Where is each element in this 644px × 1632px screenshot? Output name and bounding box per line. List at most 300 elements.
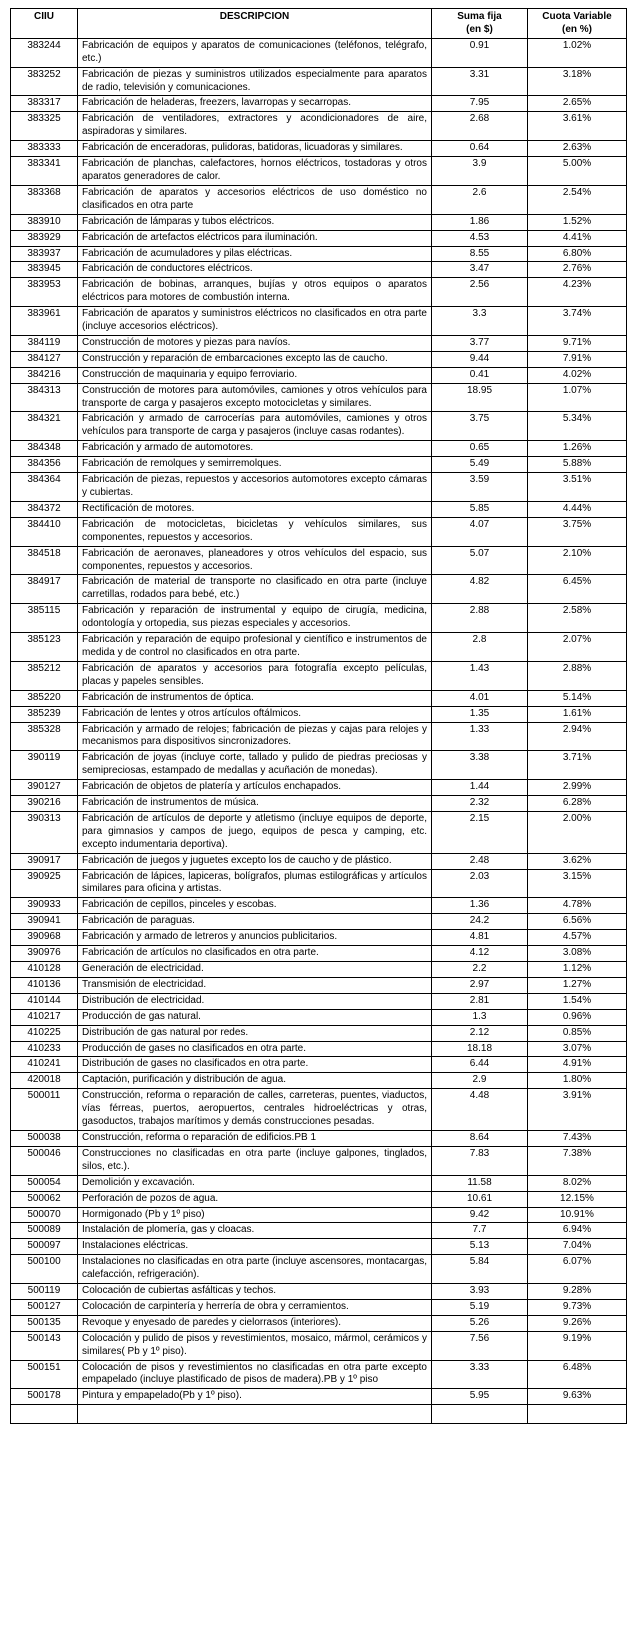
cuota-variable-cell: 2.76%: [528, 262, 627, 278]
suma-fija-cell: 2.8: [432, 633, 528, 662]
cuota-variable-cell: 0.96%: [528, 1009, 627, 1025]
table-row: [11, 706, 627, 722]
ciiu-cell: 500135: [11, 1315, 78, 1331]
cuota-variable-cell: 4.91%: [528, 1057, 627, 1073]
table-header: [11, 9, 627, 39]
cuota-variable-cell: 1.27%: [528, 977, 627, 993]
suma-fija-cell: 1.35: [432, 706, 528, 722]
ciiu-cell: 390119: [11, 751, 78, 780]
header-ciiu: CIIU: [11, 9, 78, 39]
suma-fija-cell: 3.75: [432, 412, 528, 441]
table-footer: [11, 1405, 627, 1424]
ciiu-cell: 410144: [11, 993, 78, 1009]
table-row: [11, 278, 627, 307]
description-cell: Generación de electricidad.: [78, 962, 432, 978]
suma-fija-cell: 4.01: [432, 690, 528, 706]
ciiu-cell: 383929: [11, 230, 78, 246]
table-row: [11, 869, 627, 898]
table-row: [11, 898, 627, 914]
table-row: [11, 246, 627, 262]
suma-fija-cell: 2.56: [432, 278, 528, 307]
suma-fija-cell: 3.3: [432, 307, 528, 336]
ciiu-cell: 390941: [11, 914, 78, 930]
description-cell: Fabricación de artículos no clasificados en otra parte.: [78, 946, 432, 962]
description-cell: Fabricación de motocicletas, bicicletas y vehículos similares, sus componentes, repuestos y accesorios.: [78, 517, 432, 546]
table-row: [11, 633, 627, 662]
table-row: [11, 262, 627, 278]
table-row: [11, 1331, 627, 1360]
suma-fija-cell: 3.38: [432, 751, 528, 780]
table-row: [11, 141, 627, 157]
cuota-variable-cell: 6.28%: [528, 796, 627, 812]
cuota-variable-cell: 4.78%: [528, 898, 627, 914]
ciiu-cell: 500046: [11, 1146, 78, 1175]
table-row: [11, 67, 627, 96]
description-cell: Fabricación de aeronaves, planeadores y otros vehículos del espacio, sus componentes, repuestos y accesorios.: [78, 546, 432, 575]
cuota-variable-cell: 6.94%: [528, 1223, 627, 1239]
description-cell: Fabricación de piezas, repuestos y accesorios automotores excepto cámaras y cubiertas.: [78, 473, 432, 502]
suma-fija-cell: 5.84: [432, 1255, 528, 1284]
description-cell: Fabricación de lámparas y tubos eléctricos.: [78, 214, 432, 230]
cuota-variable-cell: 2.07%: [528, 633, 627, 662]
suma-fija-cell: 2.88: [432, 604, 528, 633]
table-row: [11, 412, 627, 441]
header-cuota-variable-line2: (en %): [562, 23, 592, 35]
ciiu-cell: 410128: [11, 962, 78, 978]
suma-fija-cell: 7.83: [432, 1146, 528, 1175]
cuota-variable-cell: 3.91%: [528, 1089, 627, 1131]
header-cuota-variable: [528, 9, 627, 39]
description-cell: Fabricación de conductores eléctricos.: [78, 262, 432, 278]
table-row: [11, 1009, 627, 1025]
description-cell: Fabricación de objetos de platería y artículos enchapados.: [78, 780, 432, 796]
table-row: [11, 751, 627, 780]
cuota-variable-cell: 2.99%: [528, 780, 627, 796]
suma-fija-cell: 10.61: [432, 1191, 528, 1207]
description-cell: Fabricación y armado de relojes; fabricación de piezas y cajas para relojes y mecanismos para dispositivos sincronizadores.: [78, 722, 432, 751]
cuota-variable-cell: 9.19%: [528, 1331, 627, 1360]
ciiu-cell: 410225: [11, 1025, 78, 1041]
suma-fija-cell: 2.03: [432, 869, 528, 898]
cuota-variable-cell: 3.74%: [528, 307, 627, 336]
description-cell: Transmisión de electricidad.: [78, 977, 432, 993]
suma-fija-cell: 1.86: [432, 214, 528, 230]
suma-fija-cell: 4.12: [432, 946, 528, 962]
table-row: [11, 1299, 627, 1315]
suma-fija-cell: 2.48: [432, 853, 528, 869]
ciiu-cell: 410241: [11, 1057, 78, 1073]
table-row: [11, 946, 627, 962]
description-cell: Fabricación y armado de carrocerías para automóviles, camiones y otros vehículos para transporte de carga y pasajeros (incluye casas rodantes).: [78, 412, 432, 441]
cuota-variable-cell: 3.62%: [528, 853, 627, 869]
suma-fija-cell: 4.07: [432, 517, 528, 546]
suma-fija-cell: 4.53: [432, 230, 528, 246]
cuota-variable-cell: 0.85%: [528, 1025, 627, 1041]
cuota-variable-cell: 6.56%: [528, 914, 627, 930]
description-cell: Distribución de gas natural por redes.: [78, 1025, 432, 1041]
description-cell: Fabricación de planchas, calefactores, hornos eléctricos, tostadoras y otros aparatos generadores de calor.: [78, 157, 432, 186]
table-row: [11, 367, 627, 383]
ciiu-cell: 390933: [11, 898, 78, 914]
ciiu-cell: 500151: [11, 1360, 78, 1389]
description-cell: Fabricación de paraguas.: [78, 914, 432, 930]
suma-fija-cell: 1.43: [432, 661, 528, 690]
suma-fija-cell: 5.49: [432, 457, 528, 473]
cuota-variable-cell: 1.80%: [528, 1073, 627, 1089]
description-cell: Distribución de electricidad.: [78, 993, 432, 1009]
table-row: [11, 914, 627, 930]
description-cell: Fabricación y armado de letreros y anuncios publicitarios.: [78, 930, 432, 946]
cuota-variable-cell: 9.71%: [528, 335, 627, 351]
suma-fija-cell: 2.97: [432, 977, 528, 993]
ciiu-cell: 383333: [11, 141, 78, 157]
suma-fija-cell: 7.7: [432, 1223, 528, 1239]
cuota-variable-cell: 3.61%: [528, 112, 627, 141]
description-cell: Fabricación de instrumentos de música.: [78, 796, 432, 812]
description-cell: Fabricación y reparación de instrumental y equipo de cirugía, medicina, odontología y ortopedia, sus piezas especiales y accesorios.: [78, 604, 432, 633]
ciiu-cell: 384119: [11, 335, 78, 351]
table-row: [11, 661, 627, 690]
ciiu-cell: 410233: [11, 1041, 78, 1057]
cuota-variable-cell: 9.73%: [528, 1299, 627, 1315]
description-cell: Colocación de pisos y revestimientos no clasificadas en otra parte excepto empapelado (incluye plastificado de pisos de madera).PB y 1º piso: [78, 1360, 432, 1389]
ciiu-cell: 410136: [11, 977, 78, 993]
description-cell: Fabricación de artículos de deporte y atletismo (incluye equipos de deporte, para gimnasios y campos de juego, equipos de pesca y camping, etc. excepto indumentaria deportiva).: [78, 811, 432, 853]
ciiu-cell: 384410: [11, 517, 78, 546]
ciiu-cell: 383317: [11, 96, 78, 112]
description-cell: Construcción de motores para automóviles, camiones y otros vehículos para transporte de carga y pasajeros excepto motocicletas y similares.: [78, 383, 432, 412]
cuota-variable-cell: 6.07%: [528, 1255, 627, 1284]
header-descripcion: DESCRIPCION: [78, 9, 432, 39]
table-end-cell: [11, 1405, 78, 1424]
suma-fija-cell: 7.56: [432, 1331, 528, 1360]
header-suma-fija-line2: (en $): [466, 23, 493, 35]
ciiu-cell: 500054: [11, 1175, 78, 1191]
suma-fija-cell: 9.44: [432, 351, 528, 367]
description-cell: Construcción, reforma o reparación de edificios.PB 1: [78, 1130, 432, 1146]
description-cell: Perforación de pozos de agua.: [78, 1191, 432, 1207]
cuota-variable-cell: 9.63%: [528, 1389, 627, 1405]
ciiu-cell: 410217: [11, 1009, 78, 1025]
cuota-variable-cell: 4.57%: [528, 930, 627, 946]
cuota-variable-cell: 10.91%: [528, 1207, 627, 1223]
suma-fija-cell: 5.95: [432, 1389, 528, 1405]
table-row: [11, 1223, 627, 1239]
description-cell: Fabricación de remolques y semirremolques.: [78, 457, 432, 473]
suma-fija-cell: 5.07: [432, 546, 528, 575]
suma-fija-cell: 7.95: [432, 96, 528, 112]
description-cell: Fabricación de acumuladores y pilas eléctricas.: [78, 246, 432, 262]
description-cell: Fabricación de equipos y aparatos de comunicaciones (teléfonos, telégrafo, etc.): [78, 38, 432, 67]
cuota-variable-cell: 1.52%: [528, 214, 627, 230]
table-body: [11, 38, 627, 1404]
ciiu-cell: 500119: [11, 1284, 78, 1300]
cuota-variable-cell: 3.07%: [528, 1041, 627, 1057]
table-row: [11, 993, 627, 1009]
table-row: [11, 1025, 627, 1041]
ciiu-cell: 383252: [11, 67, 78, 96]
description-cell: Fabricación de aparatos y accesorios para fotografía excepto películas, placas y papeles sensibles.: [78, 661, 432, 690]
suma-fija-cell: 1.44: [432, 780, 528, 796]
ciiu-cell: 420018: [11, 1073, 78, 1089]
cuota-variable-cell: 1.54%: [528, 993, 627, 1009]
header-cuota-variable-line1: Cuota Variable: [542, 11, 612, 22]
cuota-variable-cell: 5.00%: [528, 157, 627, 186]
description-cell: Construcciones no clasificadas en otra parte (incluye galpones, tinglados, silos, etc.).: [78, 1146, 432, 1175]
cuota-variable-cell: 2.10%: [528, 546, 627, 575]
table-row: [11, 546, 627, 575]
suma-fija-cell: 18.95: [432, 383, 528, 412]
description-cell: Rectificación de motores.: [78, 501, 432, 517]
ciiu-cell: 500178: [11, 1389, 78, 1405]
ciiu-cell: 390917: [11, 853, 78, 869]
cuota-variable-cell: 8.02%: [528, 1175, 627, 1191]
ciiu-cell: 384917: [11, 575, 78, 604]
suma-fija-cell: 9.42: [432, 1207, 528, 1223]
cuota-variable-cell: 5.14%: [528, 690, 627, 706]
header-suma-fija-line1: Suma fija: [457, 11, 502, 22]
suma-fija-cell: 5.19: [432, 1299, 528, 1315]
table-row: [11, 575, 627, 604]
table-row: [11, 38, 627, 67]
suma-fija-cell: 24.2: [432, 914, 528, 930]
ciiu-cell: 500070: [11, 1207, 78, 1223]
description-cell: Producción de gases no clasificados en otra parte.: [78, 1041, 432, 1057]
cuota-variable-cell: 3.51%: [528, 473, 627, 502]
cuota-variable-cell: 1.07%: [528, 383, 627, 412]
description-cell: Hormigonado (Pb y 1º piso): [78, 1207, 432, 1223]
ciiu-cell: 385123: [11, 633, 78, 662]
description-cell: Fabricación de aparatos y accesorios eléctricos de uso doméstico no clasificados en otra parte: [78, 185, 432, 214]
description-cell: Captación, purificación y distribución de agua.: [78, 1073, 432, 1089]
ciiu-cell: 385220: [11, 690, 78, 706]
description-cell: Fabricación de instrumentos de óptica.: [78, 690, 432, 706]
table-row: [11, 1255, 627, 1284]
header-row: [11, 9, 627, 39]
description-cell: Distribución de gases no clasificados en otra parte.: [78, 1057, 432, 1073]
suma-fija-cell: 6.44: [432, 1057, 528, 1073]
description-cell: Fabricación de ventiladores, extractores y acondicionadores de aire, aspiradoras y similares.: [78, 112, 432, 141]
ciiu-cell: 383961: [11, 307, 78, 336]
description-cell: Fabricación de artefactos eléctricos para iluminación.: [78, 230, 432, 246]
description-cell: Fabricación de lápices, lapiceras, bolígrafos, plumas estilográficas y artículos similares para oficina y artistas.: [78, 869, 432, 898]
description-cell: Fabricación y reparación de equipo profesional y científico e instrumentos de medida y de control no clasificados en otra parte.: [78, 633, 432, 662]
ciiu-cell: 500011: [11, 1089, 78, 1131]
description-cell: Colocación de carpintería y herrería de obra y cerramientos.: [78, 1299, 432, 1315]
suma-fija-cell: 2.12: [432, 1025, 528, 1041]
cuota-variable-cell: 12.15%: [528, 1191, 627, 1207]
ciiu-cell: 383945: [11, 262, 78, 278]
table-row: [11, 1389, 627, 1405]
ciiu-cell: 384372: [11, 501, 78, 517]
ciiu-cell: 390313: [11, 811, 78, 853]
ciiu-cell: 500127: [11, 1299, 78, 1315]
description-cell: Fabricación de enceradoras, pulidoras, batidoras, licuadoras y similares.: [78, 141, 432, 157]
suma-fija-cell: 2.81: [432, 993, 528, 1009]
ciiu-cell: 500062: [11, 1191, 78, 1207]
cuota-variable-cell: 2.58%: [528, 604, 627, 633]
ciiu-cell: 383368: [11, 185, 78, 214]
table-row: [11, 96, 627, 112]
description-cell: Instalación de plomería, gas y cloacas.: [78, 1223, 432, 1239]
suma-fija-cell: 2.2: [432, 962, 528, 978]
table-row: [11, 780, 627, 796]
ciiu-cell: 384356: [11, 457, 78, 473]
cuota-variable-cell: 3.08%: [528, 946, 627, 962]
table-row: [11, 1284, 627, 1300]
tariff-table: [10, 8, 627, 1424]
table-row: [11, 383, 627, 412]
ciiu-cell: 500097: [11, 1239, 78, 1255]
table-row: [11, 1207, 627, 1223]
ciiu-cell: 500100: [11, 1255, 78, 1284]
cuota-variable-cell: 9.28%: [528, 1284, 627, 1300]
cuota-variable-cell: 7.04%: [528, 1239, 627, 1255]
cuota-variable-cell: 4.23%: [528, 278, 627, 307]
ciiu-cell: 390968: [11, 930, 78, 946]
description-cell: Fabricación de heladeras, freezers, lavarropas y secarropas.: [78, 96, 432, 112]
table-end-cell: [528, 1405, 627, 1424]
suma-fija-cell: 3.47: [432, 262, 528, 278]
cuota-variable-cell: 2.54%: [528, 185, 627, 214]
suma-fija-cell: 1.36: [432, 898, 528, 914]
suma-fija-cell: 5.26: [432, 1315, 528, 1331]
table-row: [11, 1315, 627, 1331]
description-cell: Colocación de cubiertas asfálticas y techos.: [78, 1284, 432, 1300]
suma-fija-cell: 0.64: [432, 141, 528, 157]
header-suma-fija: [432, 9, 528, 39]
ciiu-cell: 384313: [11, 383, 78, 412]
table-row: [11, 517, 627, 546]
suma-fija-cell: 3.93: [432, 1284, 528, 1300]
cuota-variable-cell: 6.45%: [528, 575, 627, 604]
table-row: [11, 185, 627, 214]
table-row: [11, 1360, 627, 1389]
ciiu-cell: 383244: [11, 38, 78, 67]
cuota-variable-cell: 5.88%: [528, 457, 627, 473]
ciiu-cell: 383910: [11, 214, 78, 230]
cuota-variable-cell: 7.91%: [528, 351, 627, 367]
suma-fija-cell: 5.85: [432, 501, 528, 517]
cuota-variable-cell: 1.12%: [528, 962, 627, 978]
description-cell: Fabricación de material de transporte no clasificado en otra parte (incluye carretillas, rodados para bebé, etc.): [78, 575, 432, 604]
table-row: [11, 214, 627, 230]
table-row: [11, 473, 627, 502]
table-end-cell: [78, 1405, 432, 1424]
cuota-variable-cell: 3.15%: [528, 869, 627, 898]
description-cell: Colocación y pulido de pisos y revestimientos, mosaico, mármol, cerámicos y similares( Pb y 1º piso).: [78, 1331, 432, 1360]
table-row: [11, 441, 627, 457]
suma-fija-cell: 2.6: [432, 185, 528, 214]
table-row: [11, 1239, 627, 1255]
suma-fija-cell: 4.81: [432, 930, 528, 946]
table-row: [11, 1089, 627, 1131]
cuota-variable-cell: 4.41%: [528, 230, 627, 246]
table-row: [11, 335, 627, 351]
ciiu-cell: 500143: [11, 1331, 78, 1360]
ciiu-cell: 390925: [11, 869, 78, 898]
cuota-variable-cell: 4.02%: [528, 367, 627, 383]
table-end-row: [11, 1405, 627, 1424]
description-cell: Fabricación de cepillos, pinceles y escobas.: [78, 898, 432, 914]
description-cell: Construcción y reparación de embarcaciones excepto las de caucho.: [78, 351, 432, 367]
cuota-variable-cell: 6.80%: [528, 246, 627, 262]
suma-fija-cell: 0.41: [432, 367, 528, 383]
suma-fija-cell: 3.31: [432, 67, 528, 96]
suma-fija-cell: 1.33: [432, 722, 528, 751]
suma-fija-cell: 18.18: [432, 1041, 528, 1057]
ciiu-cell: 384127: [11, 351, 78, 367]
description-cell: Instalaciones no clasificadas en otra parte (incluye ascensores, montacargas, calefacción, refrigeración).: [78, 1255, 432, 1284]
suma-fija-cell: 2.68: [432, 112, 528, 141]
ciiu-cell: 383325: [11, 112, 78, 141]
ciiu-cell: 384321: [11, 412, 78, 441]
suma-fija-cell: 11.58: [432, 1175, 528, 1191]
table-row: [11, 1130, 627, 1146]
ciiu-cell: 500038: [11, 1130, 78, 1146]
table-row: [11, 157, 627, 186]
description-cell: Construcción, reforma o reparación de calles, carreteras, puentes, viaductos, vías férreas, puertos, aeropuertos, centrales hidroeléctricas y otras, gasoductos, trabajos marítimos y demás construcciones pesadas.: [78, 1089, 432, 1131]
table-row: [11, 1175, 627, 1191]
suma-fija-cell: 3.33: [432, 1360, 528, 1389]
cuota-variable-cell: 3.75%: [528, 517, 627, 546]
cuota-variable-cell: 2.63%: [528, 141, 627, 157]
cuota-variable-cell: 9.26%: [528, 1315, 627, 1331]
description-cell: Construcción de maquinaria y equipo ferroviario.: [78, 367, 432, 383]
description-cell: Construcción de motores y piezas para navíos.: [78, 335, 432, 351]
table-row: [11, 307, 627, 336]
cuota-variable-cell: 2.88%: [528, 661, 627, 690]
table-row: [11, 230, 627, 246]
suma-fija-cell: 4.82: [432, 575, 528, 604]
ciiu-cell: 384348: [11, 441, 78, 457]
ciiu-cell: 384518: [11, 546, 78, 575]
table-row: [11, 1057, 627, 1073]
suma-fija-cell: 2.9: [432, 1073, 528, 1089]
table-row: [11, 351, 627, 367]
description-cell: Fabricación de piezas y suministros utilizados especialmente para aparatos de radio, televisión y comunicaciones.: [78, 67, 432, 96]
table-row: [11, 1191, 627, 1207]
ciiu-cell: 385212: [11, 661, 78, 690]
cuota-variable-cell: 2.00%: [528, 811, 627, 853]
ciiu-cell: 383937: [11, 246, 78, 262]
cuota-variable-cell: 2.94%: [528, 722, 627, 751]
ciiu-cell: 383341: [11, 157, 78, 186]
ciiu-cell: 385115: [11, 604, 78, 633]
description-cell: Revoque y enyesado de paredes y cielorrasos (interiores).: [78, 1315, 432, 1331]
cuota-variable-cell: 1.26%: [528, 441, 627, 457]
description-cell: Fabricación de joyas (incluye corte, tallado y pulido de piedras preciosas y semipreciosas, estampado de medallas y acuñación de monedas).: [78, 751, 432, 780]
ciiu-cell: 390216: [11, 796, 78, 812]
ciiu-cell: 385328: [11, 722, 78, 751]
ciiu-cell: 390127: [11, 780, 78, 796]
description-cell: Fabricación de bobinas, arranques, bujías y otros equipos o aparatos eléctricos para motores de combustión interna.: [78, 278, 432, 307]
table-row: [11, 501, 627, 517]
cuota-variable-cell: 5.34%: [528, 412, 627, 441]
suma-fija-cell: 4.48: [432, 1089, 528, 1131]
ciiu-cell: 383953: [11, 278, 78, 307]
suma-fija-cell: 5.13: [432, 1239, 528, 1255]
suma-fija-cell: 1.3: [432, 1009, 528, 1025]
description-cell: Fabricación de aparatos y suministros eléctricos no clasificados en otra parte (incluye accesorios eléctricos).: [78, 307, 432, 336]
cuota-variable-cell: 7.43%: [528, 1130, 627, 1146]
description-cell: Instalaciones eléctricas.: [78, 1239, 432, 1255]
cuota-variable-cell: 2.65%: [528, 96, 627, 112]
ciiu-cell: 390976: [11, 946, 78, 962]
table-end-cell: [432, 1405, 528, 1424]
cuota-variable-cell: 4.44%: [528, 501, 627, 517]
cuota-variable-cell: 1.02%: [528, 38, 627, 67]
